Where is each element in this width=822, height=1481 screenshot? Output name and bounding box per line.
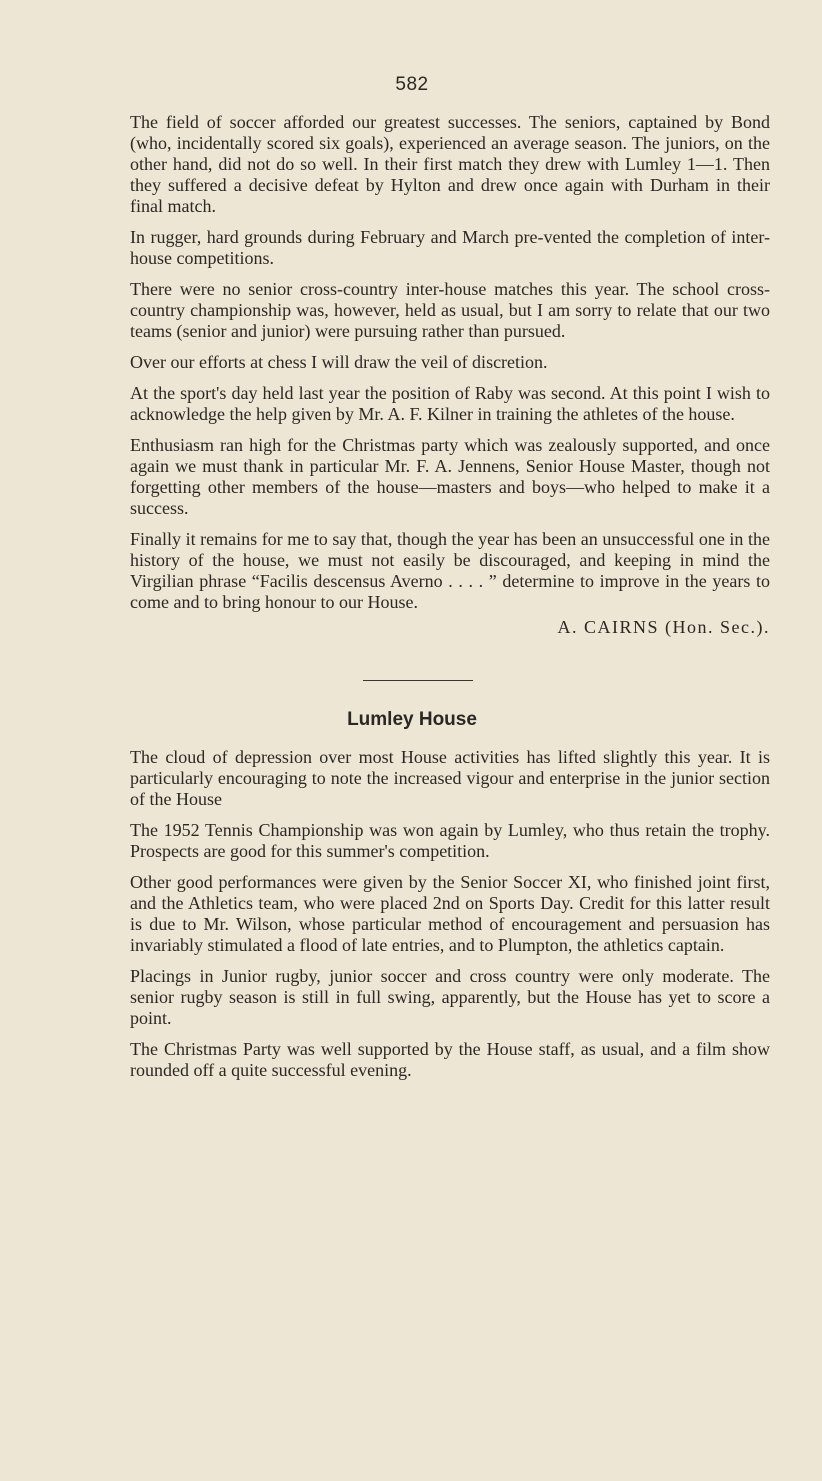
signature: A. CAIRNS (Hon. Sec.). [557,617,770,637]
section-divider [363,680,473,681]
paragraph-christmas-party: Enthusiasm ran high for the Christmas party which was zealously supported, and once again we must thank in particular Mr. F. A. Jennens, Senior House Master, though not forgetting other members of the house—masters and boys—who helped to make it a success. [130,435,770,518]
paragraph-rugger: In rugger, hard grounds during February and March pre-vented the completion of inter-house competitions. [130,227,770,268]
paragraph-cross-country: There were no senior cross-country inter-house matches this year. The school cross-country championship was, however, held as usual, but I am sorry to relate that our two teams (senior and junior) were pursuing rather than pursued. [130,279,770,341]
paragraph-soccer: The field of soccer afforded our greatest successes. The seniors, captained by Bond (who, incidentally scored six goals), experienced an average season. The juniors, on the other hand, did not do so well. In their first match they drew with Lumley 1—1. Then they suffered a decisive defeat by Hylton and drew once again with Durham in their final match. [130,112,770,216]
paragraph-performances: Other good performances were given by the Senior Soccer XI, who finished joint first, and the Athletics team, who were placed 2nd on Sports Day. Credit for this latter result is due to Mr. Wilson, whose particular method of encouragement and persuasion has invariably stimulated a flood of late entries, and to Plumpton, the athletics captain. [130,872,770,955]
paragraph-finally: Finally it remains for me to say that, though the year has been an unsuccessful one in the history of the house, we must not easily be discouraged, and keeping in mind the Virgilian phrase “Facilis descensus Averno . . . . ” determine to improve in the years to come and to bring honour to our House. [130,529,770,612]
paragraph-chess: Over our efforts at chess I will draw the veil of discretion. [130,352,548,372]
document-body [130,112,770,1091]
paragraph-placings: Placings in Junior rugby, junior soccer and cross country were only moderate. The senior rugby season is still in full swing, apparently, but the House has yet to score a point. [130,966,770,1028]
paragraph-christmas-party-lumley: The Christmas Party was well supported by the House staff, as usual, and a film show rounded off a quite successful evening. [130,1039,770,1080]
section-heading: Lumley House [347,709,477,730]
paragraph-tennis: The 1952 Tennis Championship was won again by Lumley, who thus retain the trophy. Prospects are good for this summer's competition. [130,820,770,861]
paragraph-sports-day: At the sport's day held last year the position of Raby was second. At this point I wish to acknowledge the help given by Mr. A. F. Kilner in training the athletes of the house. [130,383,770,424]
page-number: 582 [395,74,429,95]
paragraph-cloud: The cloud of depression over most House activities has lifted slightly this year. It is particularly encouraging to note the increased vigour and enterprise in the junior section of the House [130,747,770,809]
